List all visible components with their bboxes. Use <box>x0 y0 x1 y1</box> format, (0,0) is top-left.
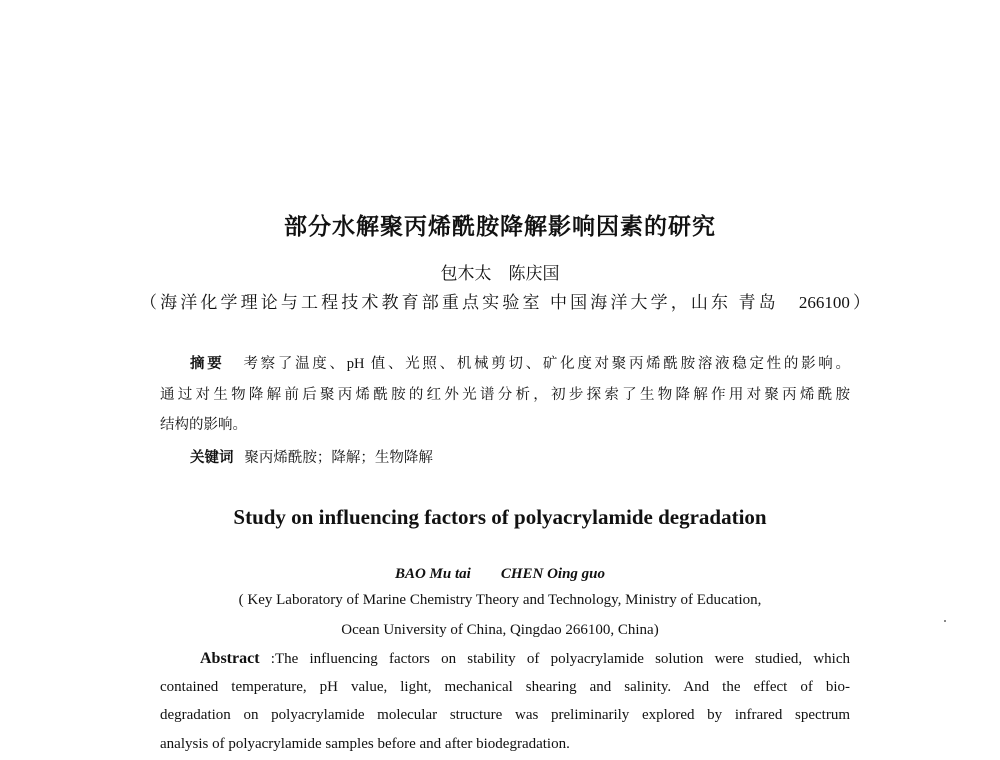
english-abstract-line-2: contained temperature, pH value, light, mechanical shearing and salinity. And the effect of bio- <box>160 679 850 695</box>
chinese-affiliation: （海洋化学理论与工程技术教育部重点实验室 中国海洋大学，山东 青岛 266100） <box>140 293 870 312</box>
abstract-label: 摘要 <box>190 356 225 372</box>
chinese-title: 部分水解聚丙烯酰胺降解影响因素的研究 <box>284 214 716 240</box>
english-abstract-line-3: degradation on polyacrylamide molecular structure was preliminarily explored by infrared spectrum <box>160 707 850 723</box>
english-authors: BAO Mu tai CHEN Oing guo <box>394 566 606 582</box>
english-affiliation-line-2: Ocean University of China, Qingdao 266100, China) <box>341 622 659 638</box>
chinese-abstract-line-3: 结构的影响。 <box>160 417 247 433</box>
chinese-abstract-line-1: 摘要 考察了温度、pH 值、光照、机械剪切、矿化度对聚丙烯酰胺溶液稳定性的影响。 <box>190 356 851 372</box>
scan-speck <box>944 620 946 622</box>
english-abstract-line-1: Abstract :The influencing factors on stability of polyacrylamide solution were studied, which <box>200 650 850 667</box>
english-affiliation-line-1: ( Key Laboratory of Marine Chemistry Theory and Technology, Ministry of Education, <box>238 592 762 608</box>
chinese-keywords: 关键词 聚丙烯酰胺；降解；生物降解 <box>190 450 433 466</box>
english-title: Study on influencing factors of polyacrylamide degradation <box>233 505 767 529</box>
chinese-authors: 包木太 陈庆国 <box>440 264 560 283</box>
english-abstract-line-4: analysis of polyacrylamide samples before and after biodegradation. <box>160 736 570 752</box>
english-abstract-label: Abstract <box>200 650 260 667</box>
keywords-label: 关键词 <box>190 450 234 466</box>
chinese-abstract-line-2: 通过对生物降解前后聚丙烯酰胺的红外光谱分析，初步探索了生物降解作用对聚丙烯酰胺 <box>160 387 850 403</box>
